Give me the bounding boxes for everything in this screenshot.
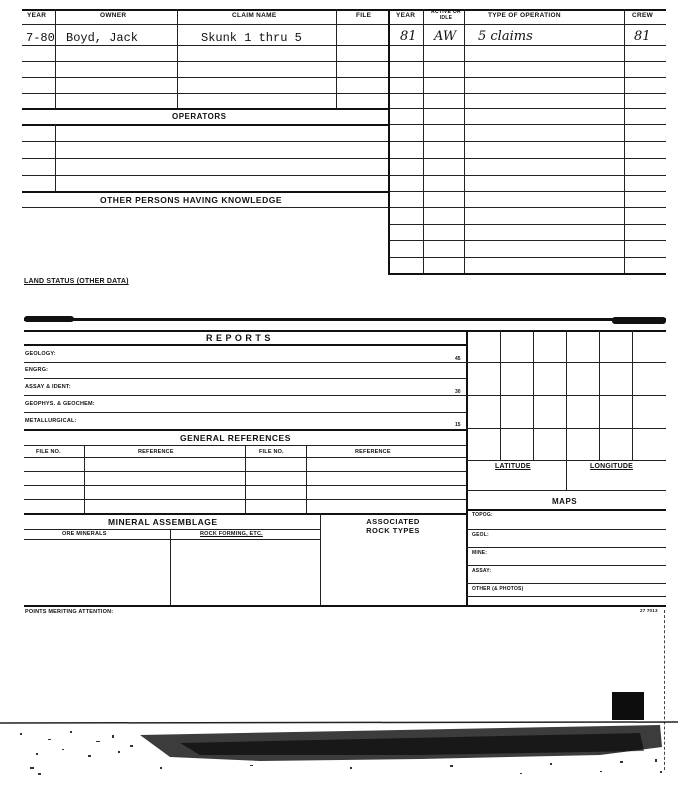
scan-bar [24, 318, 666, 321]
col-header-owner: OWNER [100, 12, 127, 19]
scale-45: 45 [455, 356, 461, 362]
ref-col-file-no-2: FILE NO. [259, 449, 284, 455]
report-assay-ident: ASSAY & IDENT: [25, 384, 71, 390]
report-geophys-geochem: GEOPHYS. & GEOCHEM: [25, 401, 95, 407]
map-assay: ASSAY: [472, 568, 492, 574]
reports-heading: R E P O R T S [206, 333, 271, 343]
col-header-file: FILE [356, 12, 372, 19]
claim-year: 7-80 [26, 31, 55, 45]
rock-forming-heading: ROCK FORMING, ETC. [200, 531, 263, 537]
activity-type: 5 claims [478, 29, 533, 44]
form-number: 27 7013 [640, 608, 658, 613]
land-status-label: LAND STATUS (OTHER DATA) [24, 278, 129, 285]
activity-crew: 81 [634, 29, 651, 44]
scale-15: 15 [455, 422, 461, 428]
col-header-active-or-idle: ACTIVE OR IDLE [431, 9, 461, 21]
ref-col-reference-2: REFERENCE [355, 449, 391, 455]
claim-name: Skunk 1 thru 5 [201, 31, 302, 45]
scan-noise-band [0, 715, 678, 803]
mineral-assemblage-heading: MINERAL ASSEMBLAGE [108, 517, 218, 527]
other-persons-heading: OTHER PERSONS HAVING KNOWLEDGE [100, 195, 283, 205]
scale-30: 30 [455, 389, 461, 395]
col-header-activity-year: YEAR [396, 12, 416, 19]
map-mine: MINE: [472, 550, 488, 556]
scan-blob-left [24, 316, 74, 322]
report-geology: GEOLOGY: [25, 351, 56, 357]
col-header-type-of-operation: TYPE OF OPERATION [488, 12, 561, 19]
points-meriting-attention-label: POINTS MERITING ATTENTION: [25, 609, 114, 615]
map-geol: GEOL: [472, 532, 489, 538]
ref-col-file-no-1: FILE NO. [36, 449, 61, 455]
associated-rock-types-heading: ASSOCIATED ROCK TYPES [366, 517, 420, 535]
map-other: OTHER (& PHOTOS) [472, 586, 524, 592]
general-references-heading: GENERAL REFERENCES [180, 433, 291, 443]
operators-heading: OPERATORS [172, 112, 227, 121]
map-topog: TOPOG: [472, 512, 493, 518]
ore-minerals-heading: ORE MINERALS [62, 531, 107, 537]
claim-owner: Boyd, Jack [66, 31, 139, 45]
latitude-label: LATITUDE [495, 463, 531, 470]
activity-year: 81 [400, 29, 417, 44]
scan-blob-right [612, 317, 666, 324]
maps-heading: MAPS [552, 497, 578, 506]
col-header-claim-name: CLAIM NAME [232, 12, 277, 19]
report-metallurgical: METALLURGICAL: [25, 418, 77, 424]
col-header-crew: CREW [632, 12, 654, 19]
activity-status: AW [434, 29, 457, 44]
ref-col-reference-1: REFERENCE [138, 449, 174, 455]
col-header-year: YEAR [27, 12, 47, 19]
report-engrg: ENGRG: [25, 367, 49, 373]
longitude-label: LONGITUDE [590, 463, 634, 470]
